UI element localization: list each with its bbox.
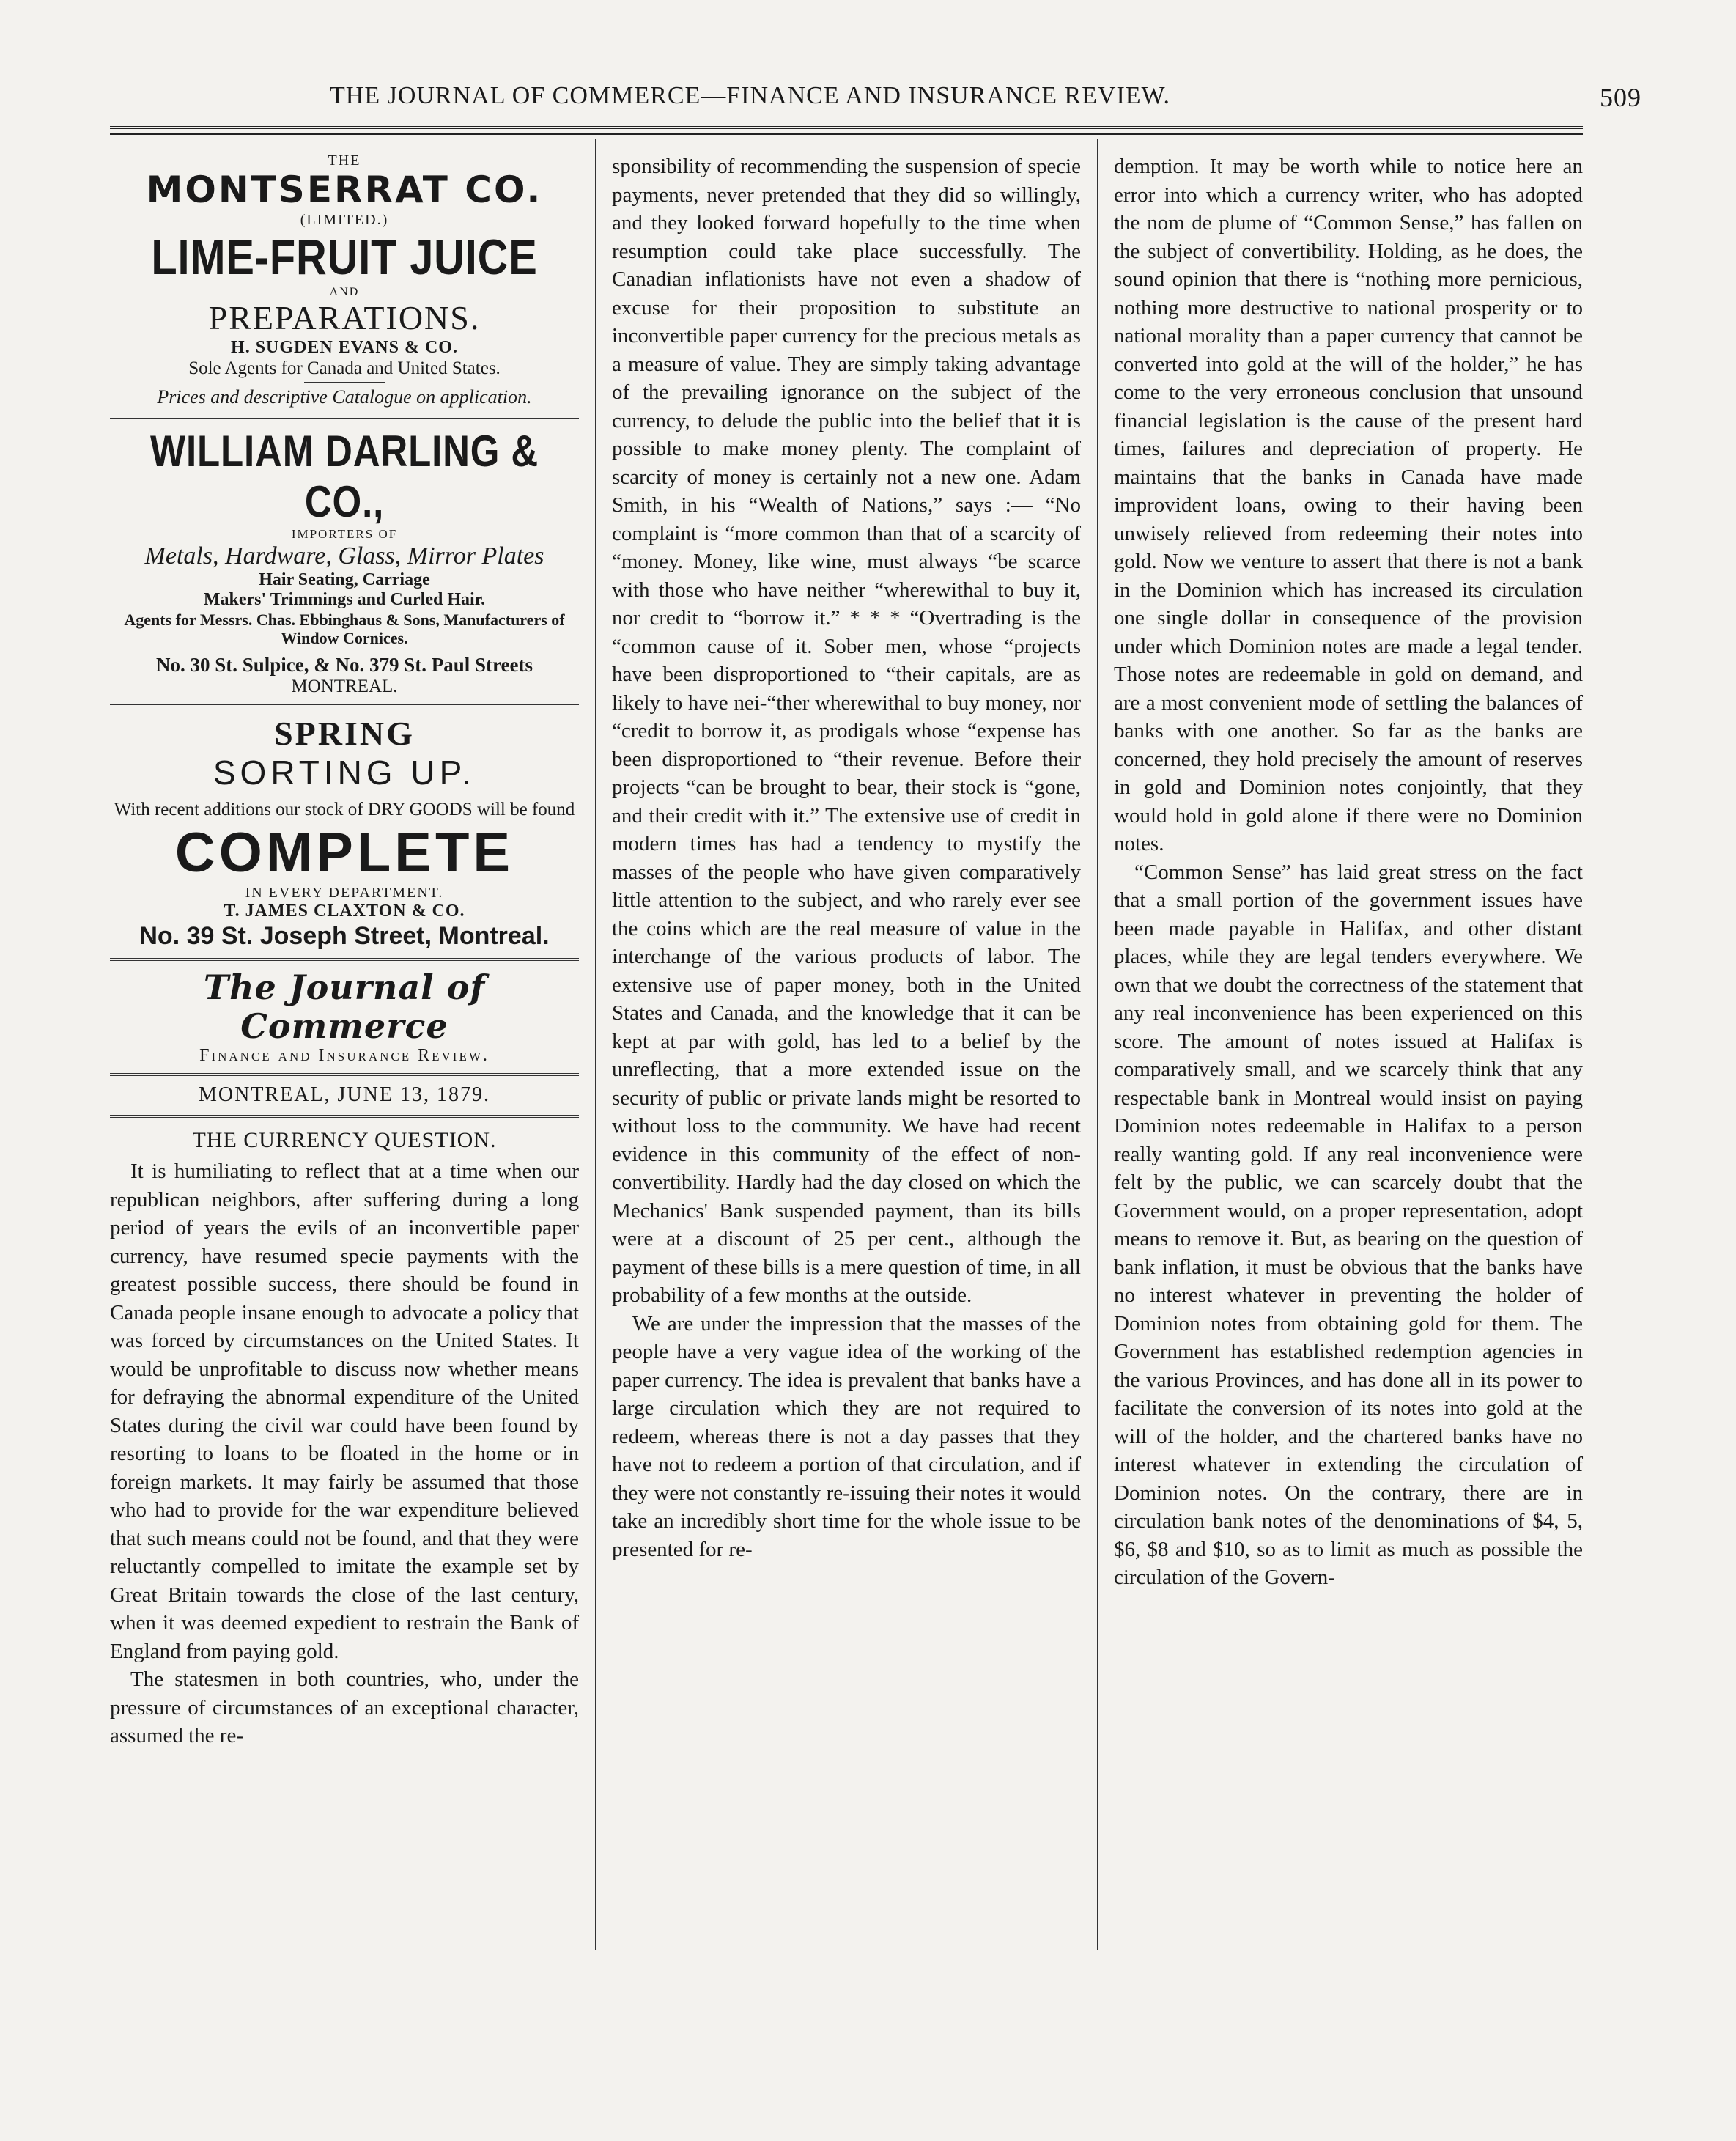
ad-catalogue: Prices and descriptive Catalogue on application.: [157, 386, 532, 408]
ad-dept: IN EVERY DEPARTMENT.: [245, 885, 444, 902]
masthead: [110, 968, 579, 1118]
ad-separator: [110, 704, 579, 707]
ad-claxton-address: No. 39 St. Joseph Street, Montreal.: [139, 921, 550, 950]
ad-goods: Metals, Hardware, Glass, Mirror Plates: [144, 542, 544, 570]
ad-separator: [110, 416, 579, 419]
column-2: [612, 152, 1081, 1563]
ad-agents: Agents for Messrs. Chas. Ebbinghaus & Sons, Manufacturers of Window Cornices.: [124, 611, 565, 648]
column-1: [110, 152, 579, 1750]
article-paragraph: demption. It may be worth while to notice here an error into which a currency writer, who has adopted the nom de plume of “Common Sense,” has fallen on the subject of convertibility. Holding, as he does, the sound opinion that there is “nothing more pernicious, nothing more destructive to national prosperity or to national morality than a paper currency that cannot be converted into gold at the will of the holder,” he has come to the very erroneous conclusion that unsound financial legislation is the cause of the present hard times, failures and depreciation of property. He maintains that the banks in Canada have made improvident loans, owing to their having been unwisely relieved from redeeming their notes into gold. Now we venture to assert that there is not a bank in the Dominion which has increased its circulation one single dollar in consequence of the provision under which Dominion notes are made a legal tender. Those notes are redeemable in gold on demand, and are a most convenient mode of settling the balances of banks with one another. So far as the banks are concerned, they hold precisely the amount of reserves in gold and Dominion notes conjointly, that they would hold in gold alone if there were no Dominion notes.: [1114, 155, 1583, 855]
ad-city: MONTREAL.: [291, 676, 398, 696]
ad-agent-note: Sole Agents for Canada and United States.: [188, 358, 501, 378]
column-rule-2: [1097, 139, 1098, 1950]
ad-and: AND: [329, 285, 360, 298]
dateline-rule: [110, 1115, 579, 1118]
ad-the: THE: [328, 152, 361, 169]
darling-advertisement: [110, 426, 579, 697]
ad-line2: Makers' Trimmings and Curled Hair.: [203, 590, 486, 610]
masthead-rule: [110, 1073, 579, 1076]
ad-divider: [304, 382, 385, 383]
ad-sorting: SORTING UP.: [213, 753, 476, 792]
column-3: [1114, 152, 1583, 1592]
header-rule: [110, 126, 1583, 135]
ad-recent: With recent additions our stock of DRY GOODS will be found: [114, 800, 575, 820]
ad-limited: (LIMITED.): [300, 211, 389, 228]
masthead-subtitle: Finance and Insurance Review.: [199, 1045, 490, 1065]
claxton-advertisement: [110, 715, 579, 951]
page-number: 509: [1600, 83, 1641, 112]
ad-agent: H. SUGDEN EVANS & CO.: [231, 337, 458, 357]
ad-preparations: PREPARATIONS.: [208, 299, 481, 337]
column-rule-1: [595, 139, 596, 1950]
ad-darling-name: WILLIAM DARLING & CO.,: [149, 427, 539, 527]
ad-firm: T. JAMES CLAXTON & CO.: [224, 902, 465, 921]
ad-spring: SPRING: [274, 715, 415, 753]
ad-product: LIME-FRUIT JUICE: [151, 229, 538, 285]
article-paragraph: It is humiliating to reflect that at a time when our republican neighbors, after suffering during a long period of years the evils of an inconvertible paper currency, have resumed specie payments with the greatest possible success, there should be found in Canada people insane enough to advocate a policy that was forced by circumstances on the United States. It would be unprofitable to discuss now whether means for defraying the abnormal expenditure of the United States during the civil war could have been found by resorting to loans to be floated in the home or in foreign markets. It may fairly be assumed that those who had to provide for the war expenditure believed that such means could not be found, and that they were reluctantly compelled to imitate the example set by Great Britain towards the close of the last century, when it was deemed expedient to restrain the Bank of England from paying gold.: [110, 1160, 579, 1663]
ad-company-name: MONTSERRAT CO.: [146, 169, 543, 211]
article-paragraph: The statesmen in both countries, who, under the pressure of circumstances of an exceptional character, assumed the re-: [110, 1668, 579, 1748]
article-title: THE CURRENCY QUESTION.: [192, 1127, 497, 1152]
running-head: [110, 79, 1641, 116]
dateline: MONTREAL, JUNE 13, 1879.: [199, 1083, 490, 1107]
article-paragraph: We are under the impression that the masses of the people have a very vague idea of the working of the paper currency. The idea is prevalent that banks have a large circulation which they are not required to redeem, whereas there is not a day passes that they have not to redeem a portion of that circulation, and if they were not constantly re-issuing their notes it would take an incredibly short time for the whole issue to be presented for re-: [612, 1311, 1081, 1561]
montserrat-advertisement: [110, 152, 579, 408]
article-paragraph: sponsibility of recommending the suspension of specie payments, never pretended that they did so willingly, and they looked forward hopefully to the time when resumption could take place successfully. The Canadian inflationists have not even a shadow of excuse for their proposition to substitute an inconvertible paper currency for the precious metals as a measure of value. They are simply taking advantage of the prevailing ignorance on the subject of the currency, to delude the public into the belief that it is possible to make money plenty. The complaint of scarcity of money is certainly not a new one. Adam Smith, in his “Wealth of Nations,” says :— “No complaint is “more common than that of a scarcity of “money. Money, like wine, must always “be scarce with those who have neither “wherewithal to buy it, nor credit to “borrow it.” * * * “Overtrading is the “common cause of it. Sober men, whose “projects have been disproportioned to “their capitals, are as likely to have nei-“ther wherewithal to buy money, nor “credit to borrow it, as prodigals whose “expense has been disproportioned to “their revenue. Before their projects “can be brought to bear, their stock is “gone, and their credit with it.” The extensive use of credit in modern times has had a tendency to mystify the masses of the people who have given comparatively little attention to the subject, and who rarely ever see the coins which are the real measure of value in the interchange of the various products of labor. The extensive use of paper money, both in the United States and Canada, and the knowledge that it can be kept at par with gold, has led to a belief by the unreflecting, that a more extended issue on the security of public or private lands might be resorted to without loss to the community. We have had recent evidence in this community of the effect of non-convertibility. Hardly had the day closed on which the Mechanics' Bank suspended payment, than its bills were at a discount of 25 per cent., although the payment of these bills is a mere question of time, in all probability of a few months at the outside.: [612, 155, 1081, 1307]
masthead-name: The Journal of Commerce: [203, 968, 486, 1046]
article-paragraph: “Common Sense” has laid great stress on the fact that a small portion of the government issues have been made payable in Halifax, and other distant places, while they are legal tenders everywhere. We own that we doubt the correctness of the statement that any real inconvenience has been experienced on this score. The amount of notes issued at Halifax is comparatively small, and we scarcely think that any respectable bank in Montreal would insist on paying Dominion notes redeemable in Halifax to a person really wanting gold. If any real inconvenience were felt by the public, we can scarcely doubt that the Government would, on a proper representation, adopt means to remove it. But, as bearing on the question of bank inflation, it must be obvious that the banks have no interest whatever in preventing the holder of Dominion notes from obtaining gold for them. The Government has established redemption agencies in the various Provinces, and has done all in its power to facilitate the conversion of its notes into gold at the will of the holder, and the chartered banks have no interest whatever in extending the circulation of Dominion notes. On the contrary, there are in circulation bank notes of the denominations of $4, 5, $6, $8 and $10, so as to limit as much as possible the circulation of the Govern-: [1114, 860, 1583, 1589]
running-head-title: THE JOURNAL OF COMMERCE—FINANCE AND INSURANCE REVIEW.: [330, 82, 1171, 109]
masthead-separator: [110, 958, 579, 961]
ad-address: No. 30 St. Sulpice, & No. 379 St. Paul Streets: [155, 653, 533, 676]
ad-importers: IMPORTERS OF: [291, 527, 398, 542]
ad-complete: COMPLETE: [174, 821, 514, 884]
ad-line1: Hair Seating, Carriage: [259, 570, 430, 589]
